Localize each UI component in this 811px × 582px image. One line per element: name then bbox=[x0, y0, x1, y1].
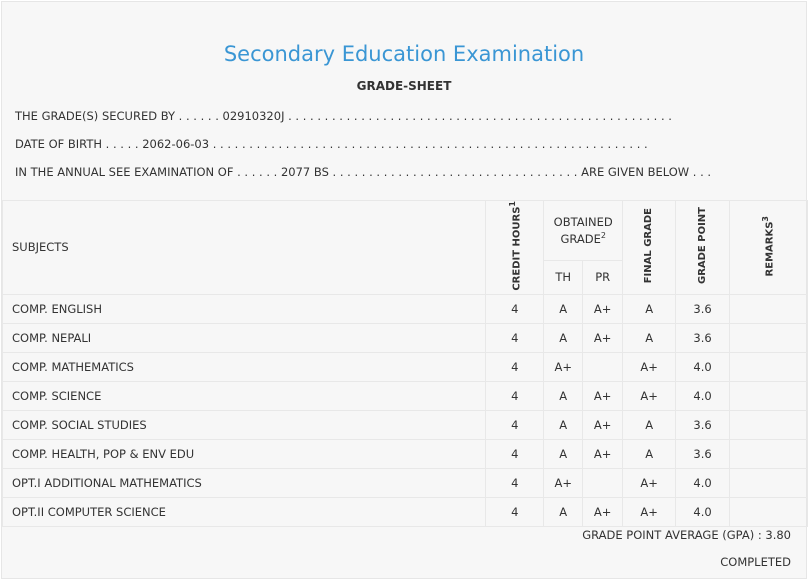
credit-hours: 4 bbox=[486, 323, 544, 352]
subject-name: COMP. SCIENCE bbox=[3, 381, 486, 410]
final-grade: A+ bbox=[623, 468, 676, 497]
credit-hours: 4 bbox=[486, 381, 544, 410]
remarks bbox=[730, 497, 808, 526]
remarks bbox=[730, 439, 808, 468]
subject-name: COMP. NEPALI bbox=[3, 323, 486, 352]
subject-name: COMP. HEALTH, POP & ENV EDU bbox=[3, 439, 486, 468]
remarks bbox=[730, 352, 808, 381]
header-remarks: REMARKS$^3$ bbox=[730, 201, 808, 295]
gpa-summary: GRADE POINT AVERAGE (GPA) : 3.80 bbox=[582, 528, 791, 542]
grade-th: A bbox=[544, 410, 583, 439]
grade-th: A+ bbox=[544, 352, 583, 381]
header-credit-hours: CREDIT HOURS$^1$ bbox=[486, 201, 544, 295]
remarks bbox=[730, 381, 808, 410]
grade-point: 4.0 bbox=[676, 352, 730, 381]
grade-point: 3.6 bbox=[676, 323, 730, 352]
grade-point: 4.0 bbox=[676, 381, 730, 410]
grade-pr: A+ bbox=[583, 323, 623, 352]
grade-point: 3.6 bbox=[676, 439, 730, 468]
subject-name: OPT.I ADDITIONAL MATHEMATICS bbox=[3, 468, 486, 497]
credit-hours: 4 bbox=[486, 410, 544, 439]
grade-pr: A+ bbox=[583, 497, 623, 526]
grade-point: 3.6 bbox=[676, 294, 730, 323]
grade-th: A bbox=[544, 439, 583, 468]
grade-pr bbox=[583, 352, 623, 381]
subject-name: COMP. MATHEMATICS bbox=[3, 352, 486, 381]
grade-point: 4.0 bbox=[676, 468, 730, 497]
credit-hours: 4 bbox=[486, 497, 544, 526]
final-grade: A bbox=[623, 439, 676, 468]
final-grade: A+ bbox=[623, 352, 676, 381]
credit-hours: 4 bbox=[486, 294, 544, 323]
header-subjects: SUBJECTS bbox=[3, 201, 486, 295]
page-title: Secondary Education Examination bbox=[223, 42, 585, 66]
table-row bbox=[3, 468, 808, 497]
final-grade: A bbox=[623, 294, 676, 323]
header-obtained-grade: OBTAINED GRADE$^2$ bbox=[544, 201, 623, 261]
remarks bbox=[730, 410, 808, 439]
grade-pr: A+ bbox=[583, 410, 623, 439]
grade-point: 3.6 bbox=[676, 410, 730, 439]
info-exam-year: IN THE ANNUAL SEE EXAMINATION OF . . . . . . 2077 BS . . . . . . . . . . . . . . . . . . . . . . . . . . . . . . . . . . ARE GIVEN BELOW . . . bbox=[15, 165, 712, 179]
credit-hours: 4 bbox=[486, 468, 544, 497]
grade-pr bbox=[583, 468, 623, 497]
subject-name: OPT.II COMPUTER SCIENCE bbox=[3, 497, 486, 526]
table-row bbox=[3, 497, 808, 526]
grade-pr: A+ bbox=[583, 381, 623, 410]
result-status: COMPLETED bbox=[720, 555, 791, 569]
table-row bbox=[3, 294, 808, 323]
remarks bbox=[730, 323, 808, 352]
final-grade: A+ bbox=[623, 381, 676, 410]
final-grade: A+ bbox=[623, 497, 676, 526]
grade-point: 4.0 bbox=[676, 497, 730, 526]
page-subtitle: GRADE-SHEET bbox=[356, 79, 452, 93]
grade-th: A+ bbox=[544, 468, 583, 497]
header-grade-point: GRADE POINT bbox=[676, 201, 730, 295]
table-row bbox=[3, 410, 808, 439]
grades-table bbox=[2, 200, 808, 527]
grade-th: A bbox=[544, 294, 583, 323]
remarks bbox=[730, 468, 808, 497]
table-row bbox=[3, 381, 808, 410]
credit-hours: 4 bbox=[486, 439, 544, 468]
final-grade: A bbox=[623, 410, 676, 439]
grade-th: A bbox=[544, 323, 583, 352]
subject-name: COMP. SOCIAL STUDIES bbox=[3, 410, 486, 439]
grade-th: A bbox=[544, 381, 583, 410]
info-date-of-birth: DATE OF BIRTH . . . . . 2062-06-03 . . . . . . . . . . . . . . . . . . . . . . . . . . . . . . . . . . . . . . . . . . . . . . . . . . . . . . . . . . . . bbox=[15, 137, 648, 151]
info-grades-secured-by: THE GRADE(S) SECURED BY . . . . . . 02910320J . . . . . . . . . . . . . . . . . . . . . . . . . . . . . . . . . . . . . . . . . . . . . . . . . . . . . bbox=[15, 109, 672, 123]
header-pr: PR bbox=[583, 261, 623, 294]
table-row bbox=[3, 323, 808, 352]
subject-name: COMP. ENGLISH bbox=[3, 294, 486, 323]
header-th: TH bbox=[544, 261, 583, 294]
grade-th: A bbox=[544, 497, 583, 526]
table-row bbox=[3, 352, 808, 381]
header-final-grade: FINAL GRADE bbox=[623, 201, 676, 295]
credit-hours: 4 bbox=[486, 352, 544, 381]
grade-sheet bbox=[1, 1, 807, 579]
grade-pr: A+ bbox=[583, 294, 623, 323]
table-row bbox=[3, 439, 808, 468]
grade-pr: A+ bbox=[583, 439, 623, 468]
final-grade: A bbox=[623, 323, 676, 352]
remarks bbox=[730, 294, 808, 323]
